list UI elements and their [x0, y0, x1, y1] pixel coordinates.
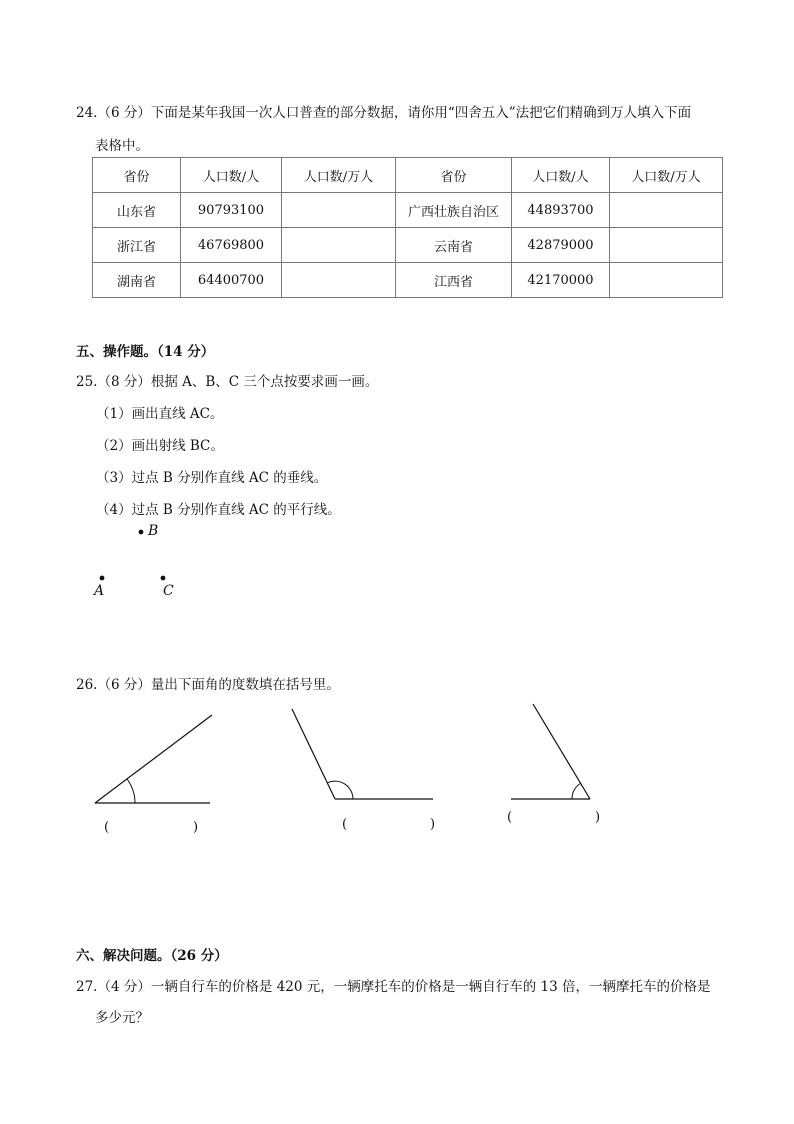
angle-2 — [292, 709, 433, 799]
province-cell: 云南省 — [396, 228, 512, 263]
population-cell: 42170000 — [512, 263, 610, 298]
population-cell: 44893700 — [512, 193, 610, 228]
q25-title: 25.（8 分）根据 A、B、C 三个点按要求画一画。 — [76, 374, 379, 390]
header-cell: 人口数/万人 — [282, 158, 396, 193]
point-c-label: C — [163, 583, 174, 599]
answer-paren-open-1: ( — [104, 820, 110, 835]
province-cell: 浙江省 — [93, 228, 181, 263]
province-cell: 广西壮族自治区 — [396, 193, 512, 228]
province-cell: 江西省 — [396, 263, 512, 298]
answer-paren-close-2: ) — [430, 817, 436, 832]
header-cell: 人口数/万人 — [610, 158, 723, 193]
header-cell: 省份 — [396, 158, 512, 193]
point-b-label: B — [148, 523, 159, 539]
population-cell: 42879000 — [512, 228, 610, 263]
header-cell: 人口数/人 — [512, 158, 610, 193]
q27-text-line2: 多少元？ — [95, 1010, 149, 1026]
section-5-heading: 五、操作题。（14 分） — [76, 344, 215, 360]
answer-paren-close-3: ) — [595, 810, 601, 825]
answer-paren-open-3: ( — [507, 810, 513, 825]
angle-1 — [95, 715, 212, 803]
q26-title: 26.（6 分）量出下面角的度数填在括号里。 — [76, 677, 340, 693]
q25-item-2: （2）画出射线 BC。 — [96, 438, 224, 454]
q27-text-line1: 27.（4 分）一辆自行车的价格是 420 元，一辆摩托车的价格是一辆自行车的 13 倍，一辆摩托车的价格是 — [76, 979, 711, 995]
answer-paren-close-1: ) — [193, 820, 199, 835]
population-cell: 46769800 — [181, 228, 282, 263]
province-cell: 湖南省 — [93, 263, 181, 298]
section-6-heading: 六、解决问题。（26 分） — [76, 948, 228, 964]
point-a-dot — [100, 576, 105, 581]
population-cell: 90793100 — [181, 193, 282, 228]
point-b-dot — [139, 530, 144, 535]
header-cell: 人口数/人 — [181, 158, 282, 193]
q25-item-1: （1）画出直线 AC。 — [96, 406, 224, 422]
q25-item-4: （4）过点 B 分别作直线 AC 的平行线。 — [96, 502, 341, 518]
q24-text-line2: 表格中。 — [95, 138, 149, 154]
point-a-label: A — [94, 583, 105, 599]
angle-3 — [511, 704, 590, 799]
q25-item-3: （3）过点 B 分别作直线 AC 的垂线。 — [96, 470, 328, 486]
population-cell: 64400700 — [181, 263, 282, 298]
header-cell: 省份 — [93, 158, 181, 193]
point-c-dot — [161, 576, 166, 581]
q24-text-line1: 24.（6 分）下面是某年我国一次人口普查的部分数据，请你用“四舍五入”法把它们精确到万人填入下面 — [76, 105, 692, 121]
province-cell: 山东省 — [93, 193, 181, 228]
answer-paren-open-2: ( — [342, 817, 348, 832]
